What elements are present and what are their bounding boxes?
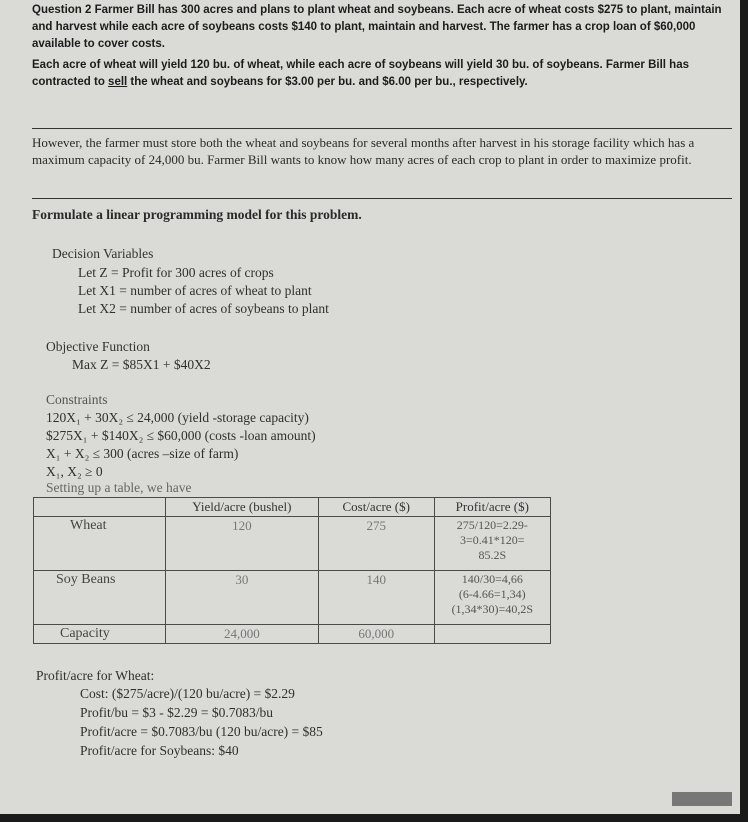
corner-mark (672, 792, 732, 806)
divider (32, 198, 732, 199)
profit-calc-per-bushel: Profit/bu = $3 - $2.29 = $0.7083/bu (80, 705, 273, 720)
question-paragraph-2 (32, 57, 732, 91)
row-label-soybeans: Soy Beans (34, 571, 166, 625)
profit-calc-title: Profit/acre for Wheat: (36, 668, 155, 683)
table-row (34, 517, 551, 571)
variable-x1: Let X1 = number of acres of wheat to plant (78, 283, 312, 298)
table-header-cell: Cost/acre ($) (318, 498, 434, 517)
capacity-yield: 24,000 (165, 625, 318, 644)
row-label-capacity: Capacity (34, 625, 166, 644)
decision-variables-title: Decision Variables (52, 246, 154, 261)
constraint-nonnegativity: X₁, X₂ ≥ 0 (46, 464, 103, 479)
constraint-acres: X₁ + X₂ ≤ 300 (acres –size of farm) (46, 446, 239, 461)
soy-profit-line: 140/30=4,66 (461, 572, 523, 586)
wheat-yield: 120 (165, 517, 318, 571)
crop-table (33, 497, 551, 644)
question-paragraph-1: Question 2 Farmer Bill has 300 acres and plans to plant wheat and soybeans. Each acre of wheat costs $275 to plant, maintain and harvest while each acre of soybeans costs $140 to plant, maintain and harvest. The farmer has a crop loan of $60,000 available to cover costs. (32, 4, 722, 50)
table-header-row (34, 498, 551, 517)
wheat-profit-line: 275/120=2.29- (456, 518, 528, 532)
sell-word: sell (108, 76, 128, 88)
profit-calc-cost: Cost: ($275/acre)/(120 bu/acre) = $2.29 (80, 686, 295, 701)
variable-x2: Let X2 = number of acres of soybeans to plant (78, 301, 329, 316)
profit-calc-per-acre: Profit/acre = $0.7083/bu (120 bu/acre) = $85 (80, 724, 323, 739)
question-paragraph-2-end: the wheat and soybeans for $3.00 per bu. and $6.00 per bu., respectively. (127, 76, 528, 88)
question-statement (32, 2, 732, 95)
capacity-profit (434, 625, 550, 644)
table-header-cell (34, 498, 166, 517)
soy-cost: 140 (318, 571, 434, 625)
objective-function-title: Objective Function (46, 339, 150, 354)
table-intro: Setting up a table, we have (46, 480, 192, 495)
task-statement: Formulate a linear programming model for this problem. (32, 207, 362, 222)
wheat-cost: 275 (318, 517, 434, 571)
objective-equation: Max Z = $85X1 + $40X2 (72, 357, 211, 372)
table-row (34, 571, 551, 625)
variable-z: Let Z = Profit for 300 acres of crops (78, 265, 274, 280)
wheat-profit (434, 517, 550, 571)
soy-profit-line: (6-4.66=1,34) (458, 587, 526, 601)
table-row (34, 625, 551, 644)
soy-profit (434, 571, 550, 625)
wheat-profit-line: 85.2S (478, 548, 507, 562)
soy-yield: 30 (165, 571, 318, 625)
storage-paragraph: However, the farmer must store both the wheat and soybeans for several months after harvest in his storage facility which has a maximum capacity of 24,000 bu. Farmer Bill wants to know how many acres of each crop to plant in order to maximize profit. (32, 135, 695, 167)
constraints-title: Constraints (46, 392, 108, 407)
row-label-wheat: Wheat (34, 517, 166, 571)
constraint-storage: 120X₁ + 30X₂ ≤ 24,000 (yield -storage capacity) (46, 410, 309, 425)
soy-profit-line: (1,34*30)=40,2S (451, 602, 533, 616)
table-header-cell: Profit/acre ($) (434, 498, 550, 517)
question-paragraph-2-start: Each acre of wheat will yield 120 bu. of wheat, while each acre of soybeans will yield 30 bu. of soybeans. Farmer Bill has contracted to (32, 59, 689, 88)
constraint-loan: $275X₁ + $140X₂ ≤ $60,000 (costs -loan amount) (46, 428, 316, 443)
capacity-cost: 60,000 (318, 625, 434, 644)
divider (32, 128, 732, 129)
profit-calc-soybeans: Profit/acre for Soybeans: $40 (80, 743, 239, 758)
table-header-cell: Yield/acre (bushel) (165, 498, 318, 517)
wheat-profit-line: 3=0.41*120= (460, 533, 525, 547)
